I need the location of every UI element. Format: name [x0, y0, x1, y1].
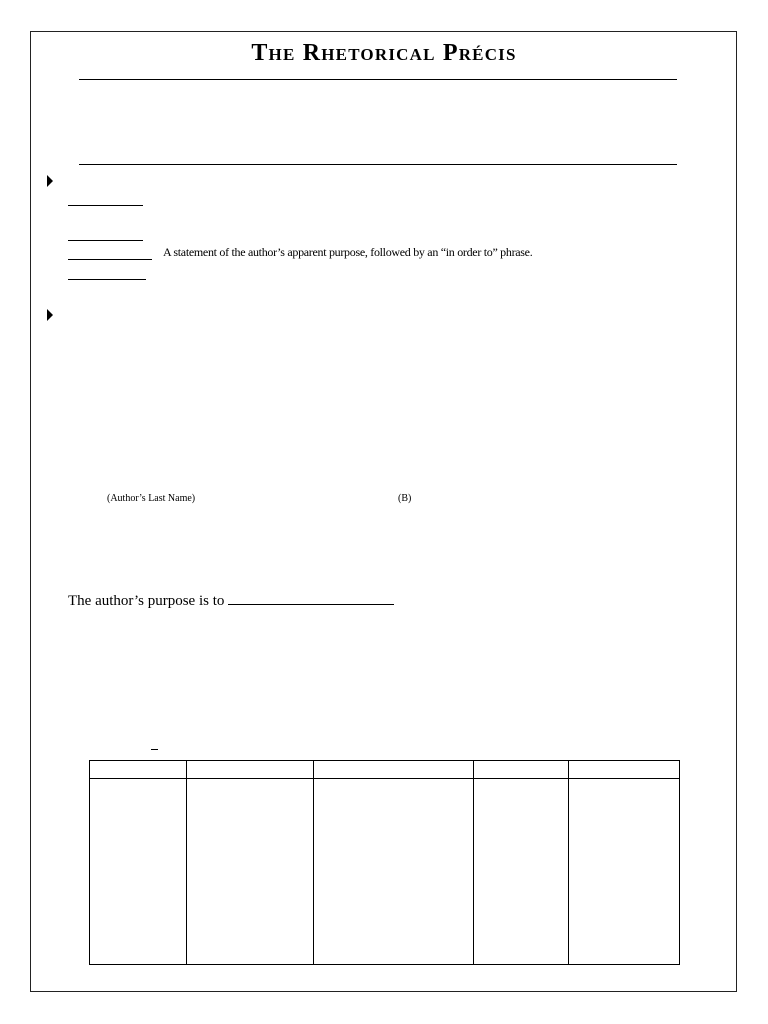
blank-line-2	[68, 240, 143, 241]
purpose-statement: A statement of the author’s apparent purpose, followed by an “in order to” phrase.	[163, 245, 533, 259]
table-header-cell	[90, 761, 187, 779]
author-last-name-label: (Author’s Last Name)	[107, 493, 196, 504]
blank-line-4	[68, 279, 146, 280]
table-cell[interactable]	[474, 779, 569, 965]
section-divider	[79, 164, 677, 165]
table-cell[interactable]	[569, 779, 680, 965]
bullet-arrow-icon	[47, 175, 53, 187]
bullet-arrow-icon	[47, 309, 53, 321]
table-header-cell	[474, 761, 569, 779]
author-purpose-text: The author’s purpose is to	[68, 593, 225, 609]
table-header-cell	[569, 761, 680, 779]
author-purpose-line	[68, 592, 394, 610]
analysis-table	[89, 760, 680, 965]
table-cell[interactable]	[187, 779, 314, 965]
table-header-cell	[187, 761, 314, 779]
blank-line-1	[68, 205, 143, 206]
table-header-row	[90, 761, 680, 779]
b-label: (B)	[398, 493, 412, 504]
blank-line-3	[68, 259, 152, 260]
table-cell[interactable]	[90, 779, 187, 965]
title-underline	[79, 79, 677, 80]
table-cell[interactable]	[314, 779, 474, 965]
page-title: The Rhetorical Précis	[251, 40, 517, 66]
table-header-cell	[314, 761, 474, 779]
dash-mark	[151, 749, 158, 750]
table-row	[90, 779, 680, 965]
author-purpose-blank[interactable]	[228, 592, 394, 605]
